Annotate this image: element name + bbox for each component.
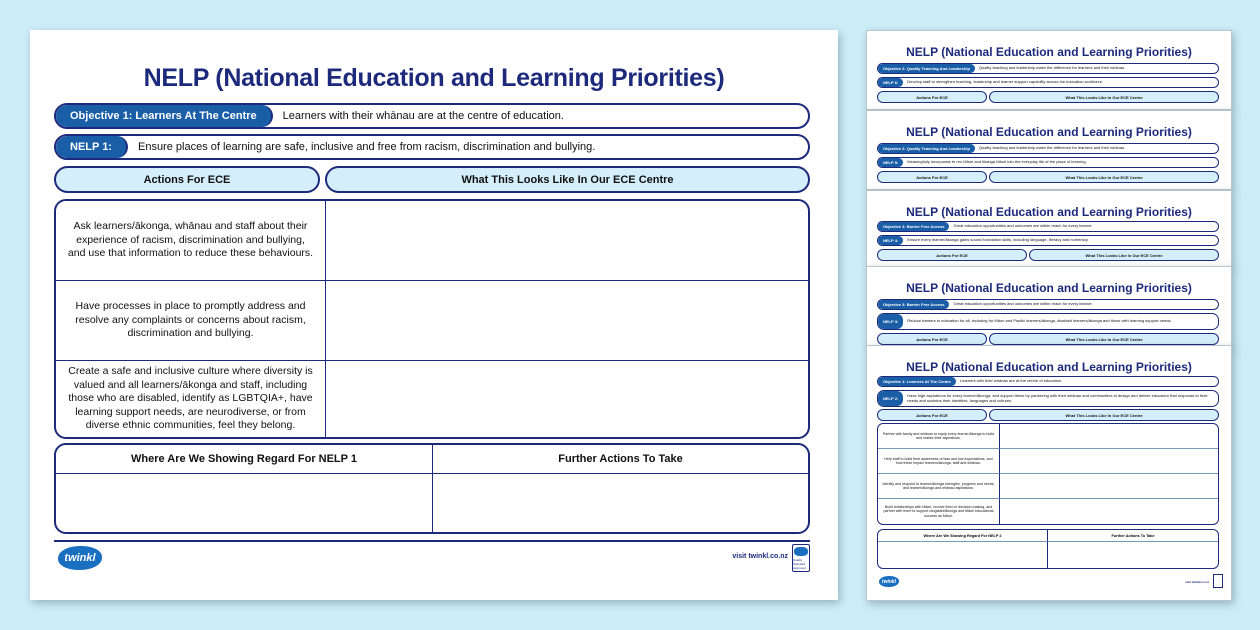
badge-cloud-icon [794,547,808,556]
footer-divider [54,540,810,542]
thumb-looks-like-cell [1000,449,1218,474]
visit-link[interactable]: visit twinkl.co.nz [732,553,788,560]
thumb-objective-desc: Quality teaching and leadership make the difference for learners and their whānau. [978,65,1126,71]
regard-input[interactable] [56,474,433,532]
thumb-title: NELP (National Education and Learning Priorities) [906,45,1192,59]
thumb-actions-header: Actions For ECE [877,333,987,345]
thumbnail-page-2[interactable] [866,110,1232,190]
thumb-looks-like-cell [1000,499,1218,524]
thumb-objective-label: Objective 3: Barrier Free Access [878,222,949,231]
nelp-row [54,134,810,160]
thumb-reflection-table [877,529,1219,569]
thumb-nelp-desc: Have high aspirations for every learner/ākonga, and support these by partnering with their whānau and communities to design and deliver education that responds to their needs and sustains their identities, languages and cultures. [907,392,1208,403]
thumb-action-cell: Partner with family and whānau to equip every learner/ākonga to build and realise their aspirations. [878,424,1000,449]
thumb-title: NELP (National Education and Learning Priorities) [906,281,1192,295]
further-actions-input[interactable] [433,474,808,532]
thumb-header-row [877,409,1219,421]
thumb-looks-like-header: What This Looks Like In Our ECE Centre [989,333,1219,345]
thumb-objective-row [877,376,1219,387]
thumb-action-cell: Build relationships with Māori, involve them in decision-making, and partner with them to support rangatahi/ākonga and Māori educational success as Māori. [878,499,1000,524]
thumbnail-page-5[interactable] [866,345,1232,601]
thumb-nelp-label: NELP 3: [878,314,903,329]
thumb-nelp-row [877,313,1219,330]
thumb-objective-label: Objective 1: Learners At The Centre [878,377,956,386]
thumb-nelp-desc: Ensure every learner/ākonga gains sound foundation skills, including language, literacy and numeracy. [907,237,1089,243]
thumb-action-cell: Identify and respond to learner/ākonga strengths, progress and needs, and learner/ākonga and whānau aspirations. [878,474,1000,499]
thumb-header-row [877,333,1219,345]
thumb-header-row [877,249,1219,261]
thumb-quality-badge-icon [1213,574,1223,588]
reflection-table [54,443,810,534]
thumb-objective-desc: Great education opportunities and outcomes are within reach for every learner. [953,223,1093,229]
thumb-looks-like-header: What This Looks Like In Our ECE Centre [1029,249,1219,261]
main-worksheet-page [30,30,838,600]
thumb-regard-header: Where Are We Showing Regard For NELP 2 [878,530,1048,542]
actions-for-ece-header: Actions For ECE [54,166,320,193]
thumb-objective-desc: Great education opportunities and outcomes are within reach for every learner. [953,301,1093,307]
looks-like-input-1[interactable] [326,201,808,281]
thumb-actions-header: Actions For ECE [877,91,987,103]
thumb-objective-row [877,63,1219,74]
thumb-actions-header: Actions For ECE [877,249,1027,261]
thumb-nelp-row [877,390,1219,407]
twinkl-logo: twinkl [58,546,102,570]
thumb-looks-like-cell [1000,424,1218,449]
thumb-nelp-label: NELP 6: [878,78,903,87]
objective-label: Objective 1: Learners At The Centre [56,105,273,127]
thumb-objective-desc: Learners with their whānau are at the centre of education. [959,378,1063,384]
thumbnail-page-3[interactable] [866,190,1232,268]
thumb-looks-like-cell [1000,474,1218,499]
thumb-title: NELP (National Education and Learning Priorities) [906,360,1192,374]
thumb-objective-row [877,221,1219,232]
thumb-title: NELP (National Education and Learning Priorities) [906,205,1192,219]
thumb-actions-header: Actions For ECE [877,409,987,421]
thumbnail-page-1[interactable] [866,30,1232,110]
thumb-objective-row [877,143,1219,154]
objective-row [54,103,810,129]
thumb-nelp-label: NELP 4: [878,236,903,245]
looks-like-input-3[interactable] [326,361,808,437]
thumb-objective-label: Objective 3: Barrier Free Access [878,300,949,309]
thumb-looks-like-header: What This Looks Like In Our ECE Centre [989,171,1219,183]
actions-table [54,199,810,439]
thumb-header-row [877,91,1219,103]
thumbnail-page-4[interactable] [866,266,1232,348]
thumb-looks-like-header: What This Looks Like In Our ECE Centre [989,409,1219,421]
thumb-action-cell: Help staff to build their awareness of bias and low expectations, and how these impact learners/ākonga, staff and whānau. [878,449,1000,474]
thumb-nelp-desc: Meaningfully incorporate te reo Māori and tikanga Māori into the everyday life of the place of learning. [907,159,1087,165]
thumb-nelp-label: NELP 5: [878,158,903,167]
thumb-twinkl-logo: twinkl [879,576,899,587]
badge-text: Quality Standard Approved [793,558,806,570]
thumb-nelp-row [877,157,1219,168]
nelp-label: NELP 1: [56,136,128,158]
action-cell-3: Create a safe and inclusive culture where diversity is valued and all learners/ākonga and staff, including those who are disabled, identify as LGBTQIA+, have learning support needs, are neurodiverse, or from diverse ethnic communities, feel they belong. [56,361,326,437]
thumb-title: NELP (National Education and Learning Priorities) [906,125,1192,139]
thumb-objective-label: Objective 2: Quality Teaching And Leadership [878,64,975,73]
looks-like-input-2[interactable] [326,281,808,361]
regard-header: Where Are We Showing Regard For NELP 1 [56,445,433,474]
action-cell-2: Have processes in place to promptly address and resolve any complaints or concerns about racism, discrimination and bullying. [56,281,326,361]
thumb-objective-desc: Quality teaching and leadership make the difference for learners and their whānau. [978,145,1126,151]
what-this-looks-like-header: What This Looks Like In Our ECE Centre [325,166,810,193]
objective-description: Learners with their whānau are at the centre of education. [282,110,564,122]
further-actions-header: Further Actions To Take [433,445,808,474]
thumb-objective-label: Objective 2: Quality Teaching And Leadership [878,144,975,153]
thumb-nelp-desc: Reduce barriers to education for all, including for Māori and Pacific learners/ākonga, disabled learners/ākonga and those with learning support needs. [907,318,1172,324]
thumb-looks-like-header: What This Looks Like In Our ECE Centre [989,91,1219,103]
table-header-row [54,166,810,193]
thumb-further-cell [1048,542,1218,568]
thumb-nelp-label: NELP 2: [878,391,903,406]
page-title: NELP (National Education and Learning Priorities) [143,64,725,92]
quality-badge-icon [792,544,810,572]
thumb-actions-header: Actions For ECE [877,171,987,183]
thumb-nelp-row [877,235,1219,246]
thumb-visit-text: visit twinkl.co.nz [1185,580,1209,584]
thumb-actions-table [877,423,1219,525]
thumb-further-header: Further Actions To Take [1048,530,1218,542]
thumb-regard-cell [878,542,1048,568]
thumb-nelp-row [877,77,1219,88]
thumb-nelp-desc: Develop staff to strengthen teaching, leadership and learner support capability across the education workforce. [907,79,1104,85]
thumb-header-row [877,171,1219,183]
thumb-objective-row [877,299,1219,310]
nelp-description: Ensure places of learning are safe, inclusive and free from racism, discrimination and bullying. [137,141,596,153]
action-cell-1: Ask learners/ākonga, whānau and staff about their experience of racism, discrimination and bullying, and use that information to reduce these behaviours. [56,201,326,281]
